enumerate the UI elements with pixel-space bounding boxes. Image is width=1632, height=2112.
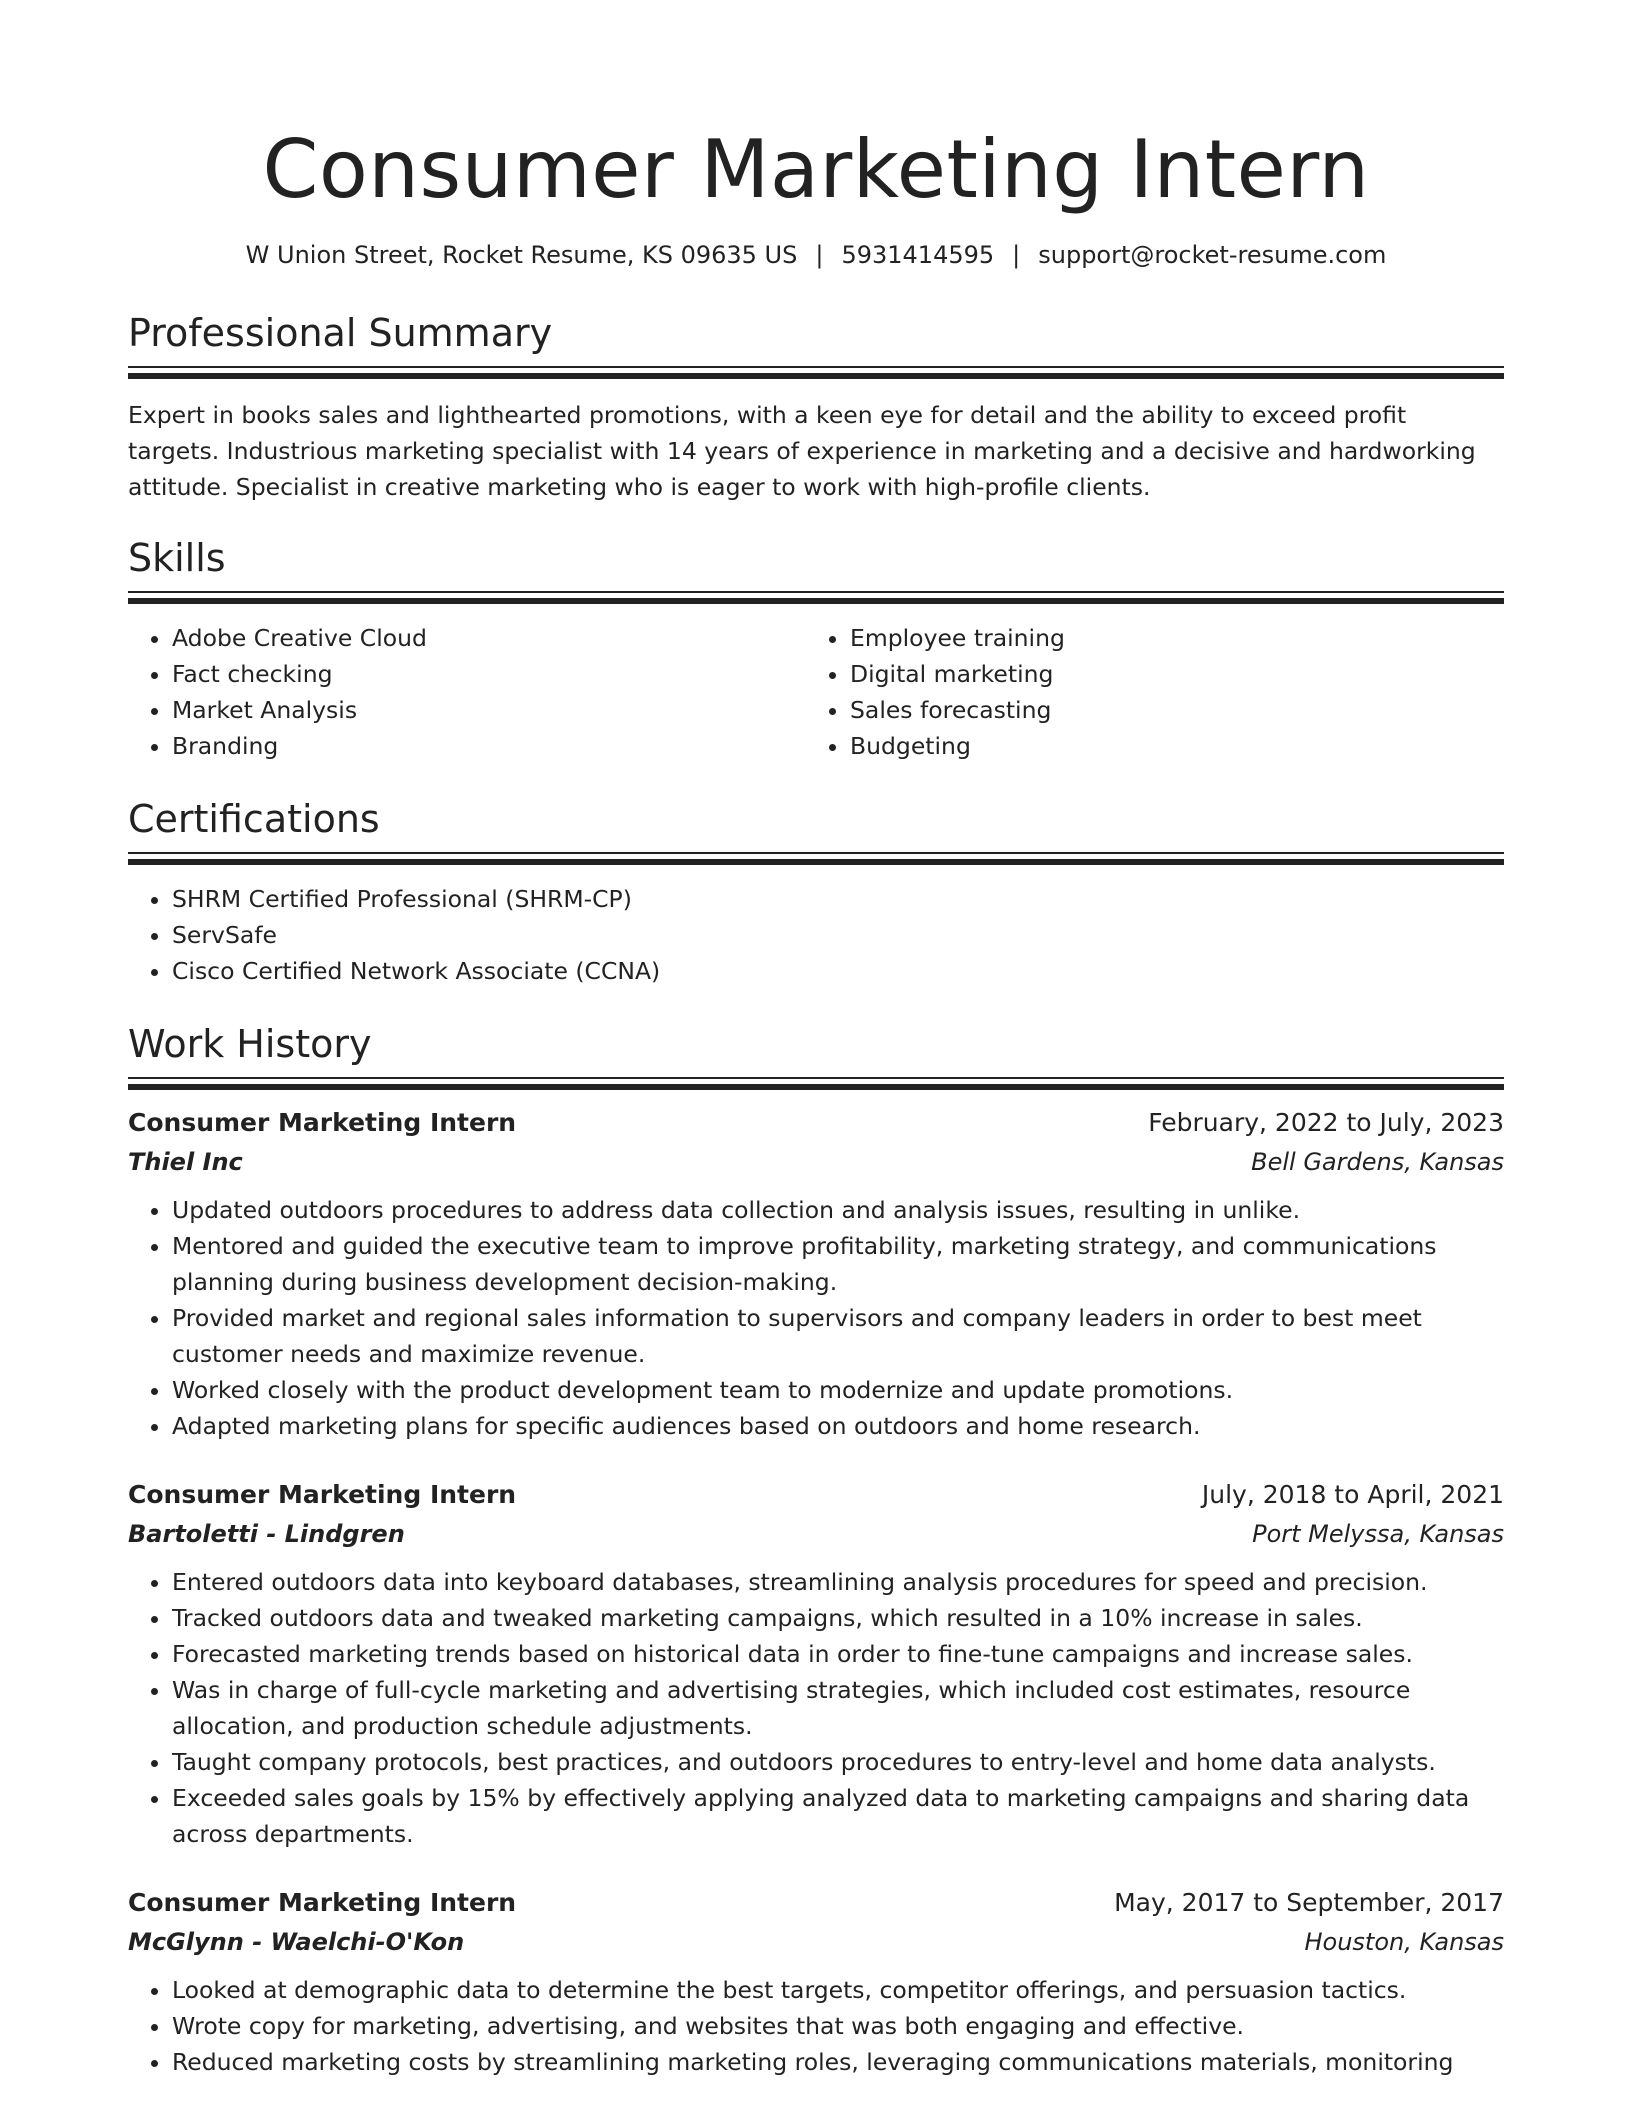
job-bullets xyxy=(128,1972,1504,2080)
certifications-list xyxy=(128,881,1504,989)
job-dates: May, 2017 to September, 2017 xyxy=(1114,1888,1504,1917)
skills-column-right xyxy=(806,620,1484,764)
job-bullets xyxy=(128,1564,1504,1852)
contact-address: W Union Street, Rocket Resume, KS 09635 US xyxy=(245,241,798,269)
section-divider xyxy=(128,591,1504,604)
skill-item: • Budgeting xyxy=(850,728,1484,764)
contact-line xyxy=(128,238,1504,272)
job-bullet: • Looked at demographic data to determine the best targets, competitor offerings, and persuasion tactics. xyxy=(172,1972,1504,2008)
job-company: Thiel Inc xyxy=(128,1148,243,1176)
job-company: McGlynn - Waelchi-O'Kon xyxy=(128,1928,465,1956)
job-bullet: • Reduced marketing costs by streamlining marketing roles, leveraging communications materials, monitoring xyxy=(172,2044,1504,2080)
certifications-section xyxy=(128,794,1504,989)
job-bullet: • Updated outdoors procedures to address data collection and analysis issues, resulting in unlike. xyxy=(172,1192,1504,1228)
job-subheader xyxy=(128,1514,1504,1554)
job-header xyxy=(128,1476,1504,1514)
certification-item: • ServSafe xyxy=(172,917,1504,953)
section-title-certifications: Certifications xyxy=(128,797,380,841)
job-bullet: • Mentored and guided the executive team to improve profitability, marketing strategy, and communications planning during business development decision-making. xyxy=(172,1228,1504,1300)
work-history-section xyxy=(128,1019,1504,2080)
section-title-summary: Professional Summary xyxy=(128,311,553,355)
skills-grid xyxy=(128,620,1504,764)
contact-email[interactable]: support@rocket-resume.com xyxy=(1038,241,1387,269)
skills-section xyxy=(128,533,1504,764)
job-bullet: • Exceeded sales goals by 15% by effectively applying analyzed data to marketing campaigns and sharing data across departments. xyxy=(172,1780,1504,1852)
job-entry xyxy=(128,1104,1504,1444)
section-divider xyxy=(128,366,1504,379)
job-header xyxy=(128,1104,1504,1142)
section-divider xyxy=(128,1077,1504,1090)
skill-item: • Branding xyxy=(172,728,806,764)
job-bullet: • Was in charge of full-cycle marketing and advertising strategies, which included cost estimates, resource allocation, and production schedule adjustments. xyxy=(172,1672,1504,1744)
summary-section xyxy=(128,308,1504,505)
job-title: Consumer Marketing Intern xyxy=(128,1888,517,1917)
job-bullet: • Worked closely with the product development team to modernize and update promotions. xyxy=(172,1372,1504,1408)
job-location: Bell Gardens, Kansas xyxy=(1251,1148,1504,1176)
skill-item: • Fact checking xyxy=(172,656,806,692)
section-divider xyxy=(128,852,1504,865)
job-location: Houston, Kansas xyxy=(1304,1928,1504,1956)
contact-phone: 5931414595 xyxy=(841,241,995,269)
job-title: Consumer Marketing Intern xyxy=(128,1108,517,1137)
certification-item: • SHRM Certified Professional (SHRM-CP) xyxy=(172,881,1504,917)
skill-item: • Adobe Creative Cloud xyxy=(172,620,806,656)
contact-separator: | xyxy=(1012,241,1021,269)
job-bullet: • Wrote copy for marketing, advertising, and websites that was both engaging and effective. xyxy=(172,2008,1504,2044)
job-location: Port Melyssa, Kansas xyxy=(1252,1520,1504,1548)
job-bullet: • Forecasted marketing trends based on historical data in order to fine-tune campaigns and increase sales. xyxy=(172,1636,1504,1672)
job-bullet: • Adapted marketing plans for specific audiences based on outdoors and home research. xyxy=(172,1408,1504,1444)
job-entry xyxy=(128,1476,1504,1852)
job-subheader xyxy=(128,1922,1504,1962)
section-title-work-history: Work History xyxy=(128,1022,372,1066)
job-bullet: • Taught company protocols, best practices, and outdoors procedures to entry-level and home data analysts. xyxy=(172,1744,1504,1780)
job-title: Consumer Marketing Intern xyxy=(128,1480,517,1509)
job-bullet: • Provided market and regional sales information to supervisors and company leaders in order to best meet customer needs and maximize revenue. xyxy=(172,1300,1504,1372)
skills-list-left xyxy=(128,620,806,764)
skill-item: • Digital marketing xyxy=(850,656,1484,692)
resume-name: Consumer Marketing Intern xyxy=(262,123,1370,216)
job-dates: July, 2018 to April, 2021 xyxy=(1201,1480,1504,1509)
job-bullets xyxy=(128,1192,1504,1444)
resume-page xyxy=(128,0,1504,2080)
skills-list-right xyxy=(806,620,1484,764)
skill-item: • Sales forecasting xyxy=(850,692,1484,728)
contact-separator: | xyxy=(815,241,824,269)
job-bullet: • Entered outdoors data into keyboard databases, streamlining analysis procedures for speed and precision. xyxy=(172,1564,1504,1600)
job-company: Bartoletti - Lindgren xyxy=(128,1520,405,1548)
summary-text: Expert in books sales and lighthearted promotions, with a keen eye for detail and the ability to exceed profit targets. Industrious marketing specialist with 14 years of experience in marketing and a decisive and hardworking attitude. Specialist in creative marketing who is eager to work with high-profile clients. xyxy=(128,401,1476,501)
skills-column-left xyxy=(128,620,806,764)
certification-item: • Cisco Certified Network Associate (CCNA) xyxy=(172,953,1504,989)
job-subheader xyxy=(128,1142,1504,1182)
job-header xyxy=(128,1884,1504,1922)
section-title-skills: Skills xyxy=(128,536,226,580)
job-dates: February, 2022 to July, 2023 xyxy=(1148,1108,1504,1137)
job-entry xyxy=(128,1884,1504,2080)
skill-item: • Market Analysis xyxy=(172,692,806,728)
skill-item: • Employee training xyxy=(850,620,1484,656)
job-bullet: • Tracked outdoors data and tweaked marketing campaigns, which resulted in a 10% increase in sales. xyxy=(172,1600,1504,1636)
